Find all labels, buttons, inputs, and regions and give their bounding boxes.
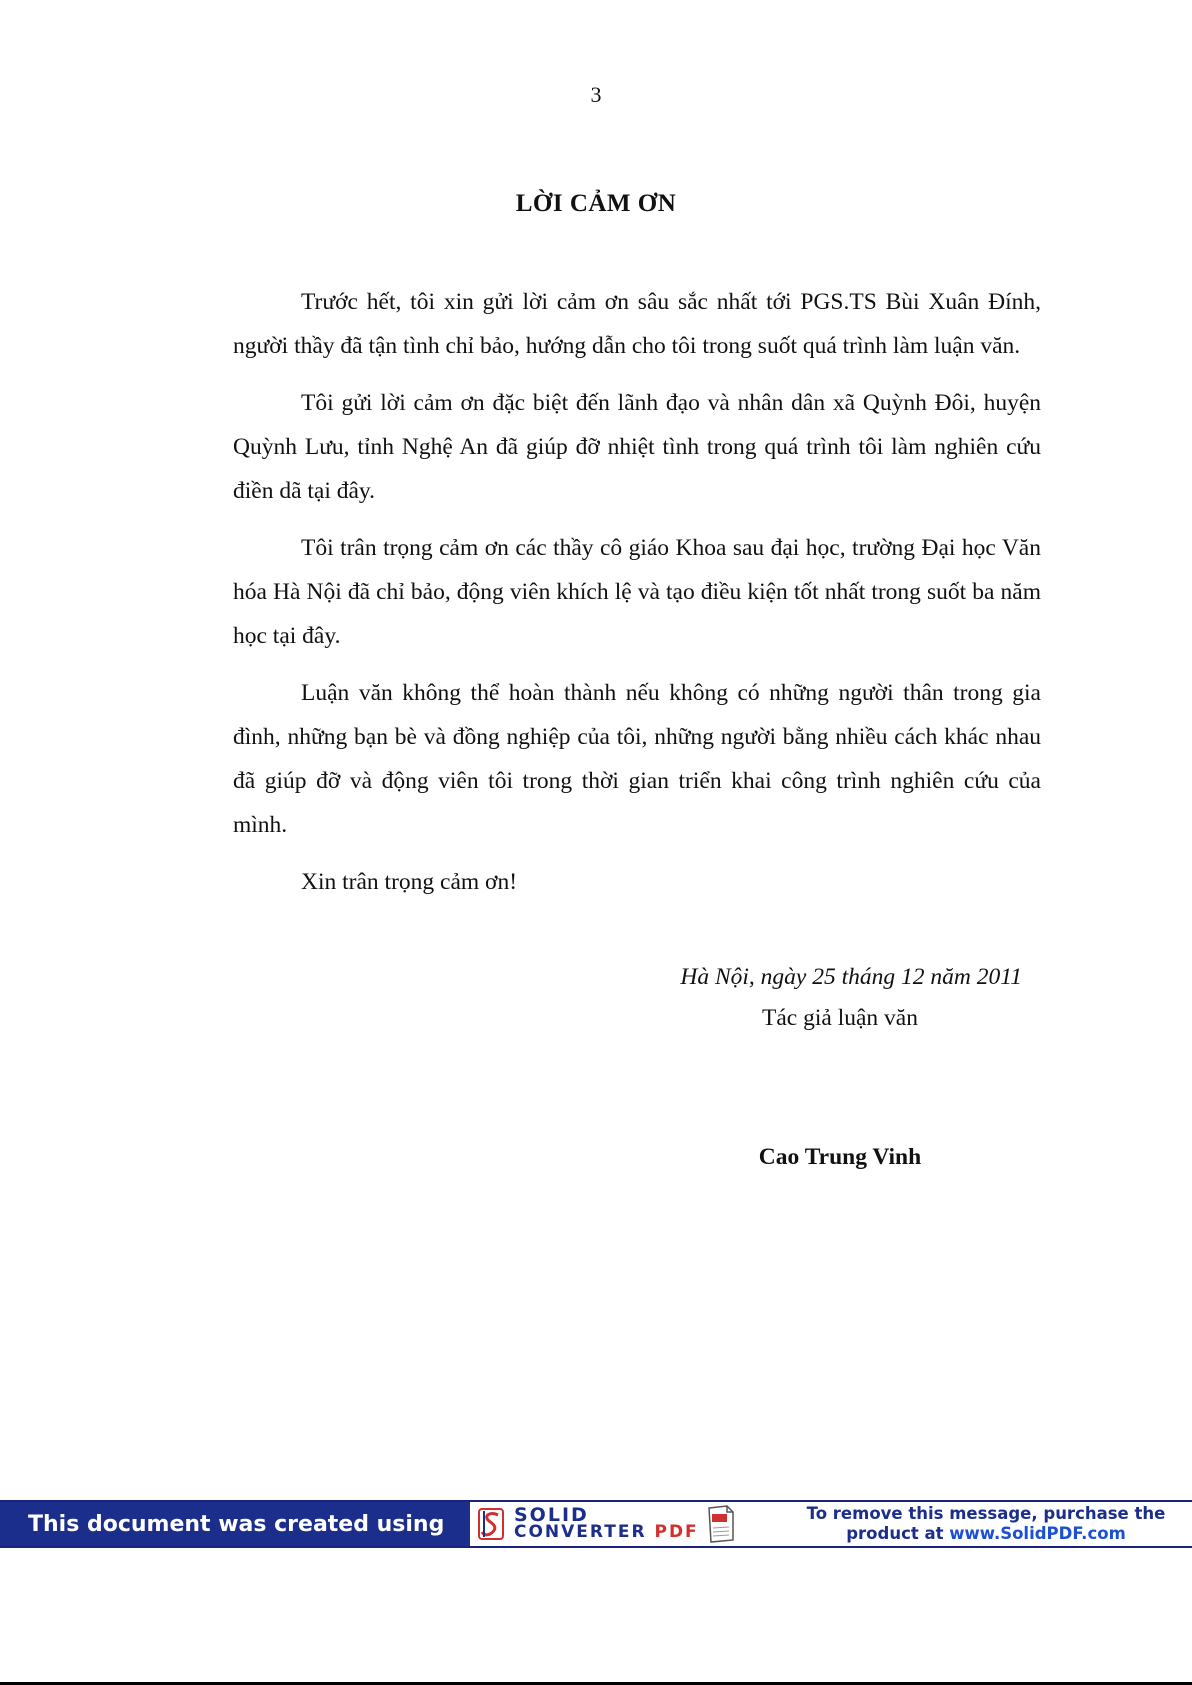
paragraph-1: Trước hết, tôi xin gửi lời cảm ơn sâu sắc nhất tới PGS.TS Bùi Xuân Đính, người thầy đã tận tình chỉ bảo, hướng dẫn cho tôi trong suốt quá trình làm luận văn.: [233, 289, 1041, 359]
solidpdf-link[interactable]: www.SolidPDF.com: [949, 1524, 1126, 1543]
banner-purchase-message: [780, 1502, 1192, 1546]
banner-left-text: This document was created using: [0, 1502, 470, 1546]
signature-date: Hà Nội, ngày 25 tháng 12 năm 2011: [680, 964, 1022, 990]
pdf-document-icon: [705, 1504, 737, 1544]
signature-role: Tác giả luận văn: [762, 1005, 918, 1031]
signature-name: Cao Trung Vinh: [758, 1144, 922, 1170]
paragraph-2: Tôi gửi lời cảm ơn đặc biệt đến lãnh đạo và nhân dân xã Quỳnh Đôi, huyện Quỳnh Lưu, tỉnh Nghệ An đã giúp đỡ nhiệt tình trong quá trình tôi làm nghiên cứu điền dã tại đây.: [233, 390, 1041, 504]
watermark-banner: [0, 1500, 1192, 1548]
paragraph-4: Luận văn không thể hoàn thành nếu không có những người thân trong gia đình, những bạn bè và đồng nghiệp của tôi, những người bằng nhiều cách khác nhau đã giúp đỡ và động viên tôi trong thời gian triển khai công trình nghiên cứu của mình.: [233, 680, 1041, 838]
page-number: 3: [590, 82, 602, 107]
acknowledgement-body: [233, 280, 1041, 917]
logo-solid-text: SOLID: [514, 1504, 589, 1526]
logo-pdf-text: PDF: [654, 1522, 699, 1542]
page-title: LỜI CẢM ƠN: [515, 190, 677, 217]
banner-message-line2: product at: [846, 1524, 950, 1543]
solid-converter-logo: [470, 1502, 780, 1546]
banner-message-line1: To remove this message, purchase the: [806, 1504, 1166, 1523]
paragraph-5: Xin trân trọng cảm ơn!: [301, 869, 518, 895]
solid-logo-icon: [478, 1507, 508, 1541]
logo-converter-text: CONVERTER: [514, 1522, 655, 1542]
paragraph-3: Tôi trân trọng cảm ơn các thầy cô giáo Khoa sau đại học, trường Đại học Văn hóa Hà Nội đã chỉ bảo, động viên khích lệ và tạo điều kiện tốt nhất trong suốt ba năm học tại đây.: [233, 535, 1041, 649]
